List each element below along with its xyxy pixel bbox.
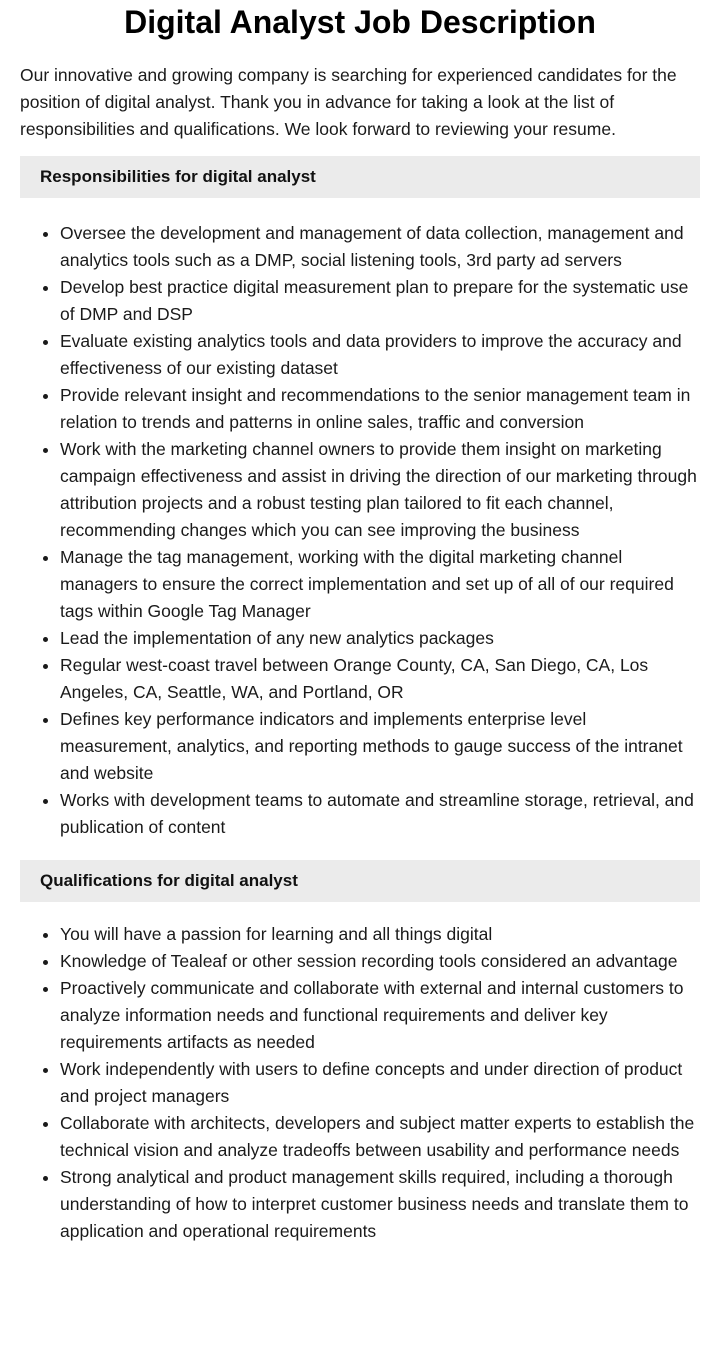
responsibilities-heading: Responsibilities for digital analyst [20, 156, 700, 198]
list-item: • Lead the implementation of any new analytics packages [60, 625, 700, 652]
intro-paragraph: Our innovative and growing company is searching for experienced candidates for the position of digital analyst. Thank you in advance for taking a look at the list of responsibilities and qualifications. We look forward to reviewing your resume. [20, 65, 677, 139]
qualifications-heading: Qualifications for digital analyst [20, 860, 700, 902]
list-item: • Develop best practice digital measurement plan to prepare for the systematic use of DMP and DSP [60, 274, 700, 328]
list-item: • Collaborate with architects, developers and subject matter experts to establish the technical vision and analyze tradeoffs between usability and performance needs [60, 1110, 700, 1164]
list-item: • Evaluate existing analytics tools and data providers to improve the accuracy and effectiveness of our existing dataset [60, 328, 700, 382]
list-item: • Work with the marketing channel owners to provide them insight on marketing campaign effectiveness and assist in driving the direction of our marketing through attribution projects and a robust testing plan tailored to fit each channel, recommending changes which you can see improving the business [60, 436, 700, 544]
page-title: Digital Analyst Job Description [124, 4, 596, 40]
list-item: • Strong analytical and product management skills required, including a thorough understanding of how to interpret customer business needs and translate them to application and operational requirements [60, 1164, 700, 1245]
list-item: • Regular west-coast travel between Orange County, CA, San Diego, CA, Los Angeles, CA, Seattle, WA, and Portland, OR [60, 652, 700, 706]
list-item: • Manage the tag management, working with the digital marketing channel managers to ensure the correct implementation and set up of all of our required tags within Google Tag Manager [60, 544, 700, 625]
list-item: • Proactively communicate and collaborate with external and internal customers to analyze information needs and functional requirements and deliver key requirements artifacts as needed [60, 975, 700, 1056]
list-item: • Work independently with users to define concepts and under direction of product and project managers [60, 1056, 700, 1110]
list-item: • Provide relevant insight and recommendations to the senior management team in relation to trends and patterns in online sales, traffic and conversion [60, 382, 700, 436]
list-item: • Works with development teams to automate and streamline storage, retrieval, and publication of content [60, 787, 700, 841]
responsibilities-list [20, 220, 700, 841]
list-item: • You will have a passion for learning and all things digital [60, 921, 700, 948]
list-item: • Oversee the development and management of data collection, management and analytics tools such as a DMP, social listening tools, 3rd party ad servers [60, 220, 700, 274]
qualifications-list [20, 921, 700, 1245]
list-item: • Defines key performance indicators and implements enterprise level measurement, analytics, and reporting methods to gauge success of the intranet and website [60, 706, 700, 787]
list-item: • Knowledge of Tealeaf or other session recording tools considered an advantage [60, 948, 700, 975]
